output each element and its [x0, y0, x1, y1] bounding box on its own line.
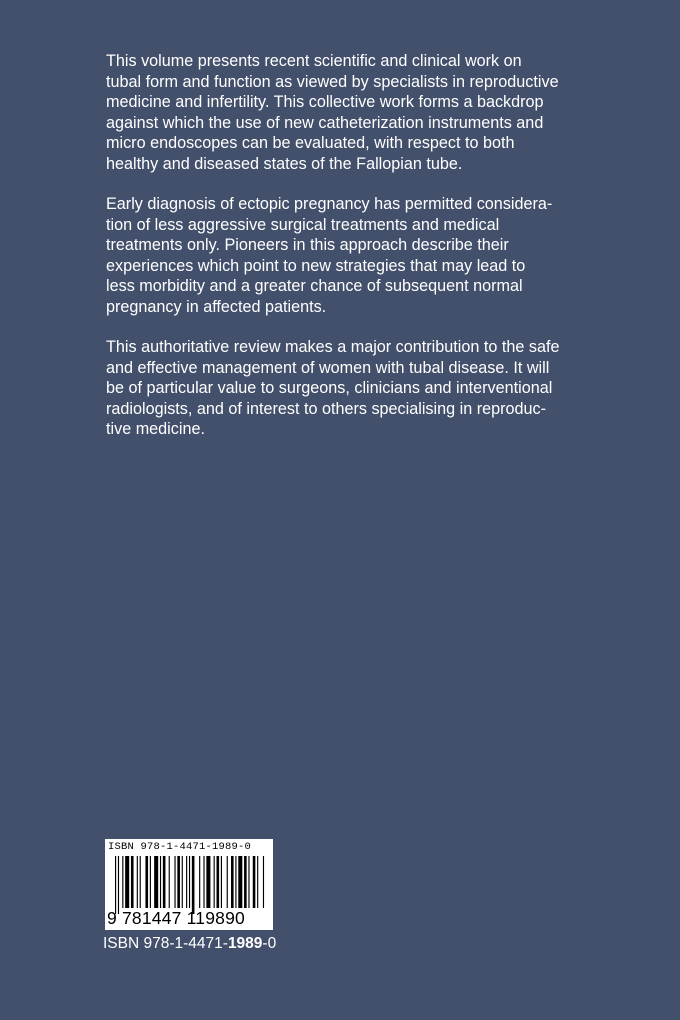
barcode-bar [221, 856, 222, 908]
barcode-bar [118, 856, 119, 914]
barcode-isbn-text: ISBN 978-1-4471-1989-0 [108, 841, 252, 853]
barcode-bar [150, 856, 151, 908]
barcode-bar [217, 856, 220, 908]
barcode-bar [122, 856, 123, 908]
barcode-bar [206, 856, 210, 908]
barcode-bar [125, 856, 129, 908]
barcode-bar [131, 856, 134, 908]
barcode-bar [160, 856, 161, 908]
barcode-bar [214, 856, 215, 908]
back-cover-blurb [106, 51, 606, 460]
barcode-bar [169, 856, 170, 908]
barcode-bar [253, 856, 256, 908]
barcode-bar [235, 856, 236, 908]
isbn-barcode [105, 839, 273, 930]
barcode-bars [115, 856, 265, 916]
blurb-paragraph-2: Early diagnosis of ectopic pregnancy has permitted considera- tion of less aggressive surgical treatments and medical treatments only. Pioneers in this approach describe their experiences which point to new strategies that may lead to less morbidity and a greater chance of subsequent normal pregnancy in affected patients. [106, 195, 553, 316]
barcode-bar [231, 856, 234, 908]
barcode-bar [182, 856, 183, 908]
barcode-bar [189, 856, 190, 908]
barcode-bar [174, 856, 175, 908]
barcode-bar [248, 856, 249, 908]
barcode-bar [140, 856, 141, 908]
barcode-bar [244, 856, 247, 908]
barcode-bar [199, 856, 200, 908]
barcode-bar [177, 856, 180, 908]
barcode-bar [263, 856, 264, 908]
isbn-prefix: ISBN 978-1-4471- [103, 935, 228, 952]
barcode-bar [154, 856, 158, 908]
barcode-bar [257, 856, 258, 908]
barcode-bar [203, 856, 204, 908]
barcode-bar [163, 856, 166, 908]
isbn-line [103, 935, 276, 953]
isbn-suffix: -0 [262, 935, 277, 952]
barcode-bar [115, 856, 116, 914]
barcode-bar [227, 856, 228, 908]
blurb-paragraph-3: This authoritative review makes a major contribution to the safe and effective management of women with tubal disease. It will be of particular value to surgeons, clinicians and interventional radiologists, and of interest to others specialising in reproduc- tive medicine. [106, 338, 560, 438]
isbn-bold-part: 1989 [227, 935, 263, 952]
blurb-paragraph-1: This volume presents recent scientific and clinical work on tubal form and function as viewed by specialists in reproductive medicine and infertility. This collective work forms a backdrop against which the use of new catheterization instruments and micro endoscopes can be evaluated, with respect to both healthy and diseased states of the Fallopian tube. [106, 52, 559, 173]
barcode-digits: 9 781447 119890 [107, 908, 245, 928]
barcode-bar [186, 856, 187, 908]
barcode-bar [238, 856, 242, 908]
barcode-bar [137, 856, 138, 908]
barcode-bar [145, 856, 148, 908]
barcode-bar [192, 856, 195, 914]
